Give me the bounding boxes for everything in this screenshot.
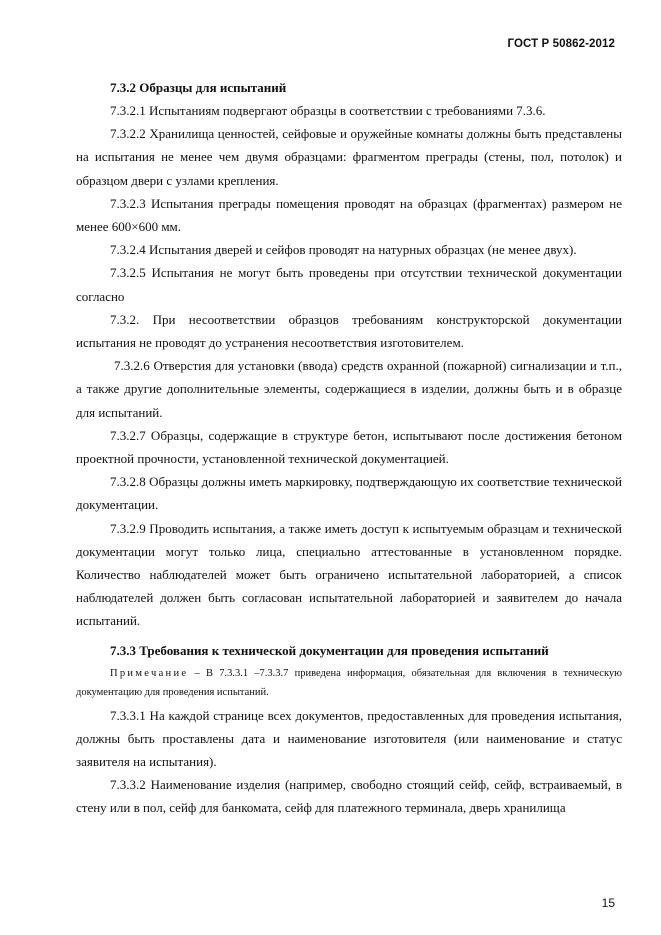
paragraph-7-3-2-1: 7.3.2.1 Испытаниям подвергают образцы в соответствии с требованиями 7.3.6. xyxy=(110,103,546,118)
paragraph-7-3-3-1: 7.3.3.1 На каждой странице всех документов, предоставленных для проведения испытания, должны быть проставлены дата и наименование изготовителя (или наименование и статус заявителя на испытания). xyxy=(76,707,622,770)
paragraph-7-3-2-6: 7.3.2.6 Отверстия для установки (ввода) средств охранной (пожарной) сигнализации и т.п., а также другие дополнительные элементы, содержащиеся в изделии, должны быть и в образце для испытаний. xyxy=(76,358,622,420)
section-heading-7-3-3: 7.3.3 Требования к технической документации для проведения испытаний xyxy=(110,642,549,658)
document-body xyxy=(76,76,622,820)
paragraph-7-3-2-7: 7.3.2.7 Образцы, содержащие в структуре бетон, испытывают после достижения бетоном проектной прочности, установленной технической документацией. xyxy=(76,427,622,467)
paragraph-7-3-2-9: 7.3.2.9 Проводить испытания, а также иметь доступ к испытуемым образцам и технической документации могут только лица, специально аттестованные в установленном порядке. Количество наблюдателей может быть ограничено испытательной лабораторией, а список наблюдателей должен быть согласован испытательной лабораторией и заявителем до начала испытаний. xyxy=(76,520,622,629)
paragraph-7-3-2-2: 7.3.2.2 Хранилища ценностей, сейфовые и оружейные комнаты должны быть представлены на испытания не менее чем двумя образцами: фрагментом преграды (стены, пол, потолок) и образцом двери с узлами крепления. xyxy=(76,126,622,188)
paragraph-7-3-2-5: 7.3.2.5 Испытания не могут быть проведены при отсутствии технической документации согласно xyxy=(76,265,622,304)
paragraph-7-3-2-3: 7.3.2.3 Испытания преграды помещения проводят на образцах (фрагментах) размером не менее 600×600 мм. xyxy=(76,195,622,235)
section-heading-7-3-2: 7.3.2 Образцы для испытаний xyxy=(110,80,287,95)
paragraph-7-3-2-8: 7.3.2.8 Образцы должны иметь маркировку, подтверждающую их соответствие технической документации. xyxy=(76,474,622,513)
note-paragraph xyxy=(76,664,622,702)
standard-header: ГОСТ Р 50862-2012 xyxy=(507,38,615,50)
paragraph-7-3-2-4: 7.3.2.4 Испытания дверей и сейфов проводят на натурных образцах (не менее двух). xyxy=(110,242,577,258)
paragraph-7-3-2-x: 7.3.2. При несоответствии образцов требованиям конструкторской документации испытания не проводят до устранения несоответствия изготовителем. xyxy=(76,311,622,351)
note-label: Примечание xyxy=(110,667,189,679)
paragraph-7-3-3-2: 7.3.3.2 Наименование изделия (например, свободно стоящий сейф, сейф, встраиваемый, в стену или в пол, сейф для банкомата, сейф для платежного терминала, дверь хранилища xyxy=(76,777,622,816)
page-number: 15 xyxy=(601,896,615,910)
note-text: – В 7.3.3.1 –7.3.3.7 приведена информация, обязательная для включения в техническую документацию для проведения испытаний. xyxy=(76,667,622,698)
